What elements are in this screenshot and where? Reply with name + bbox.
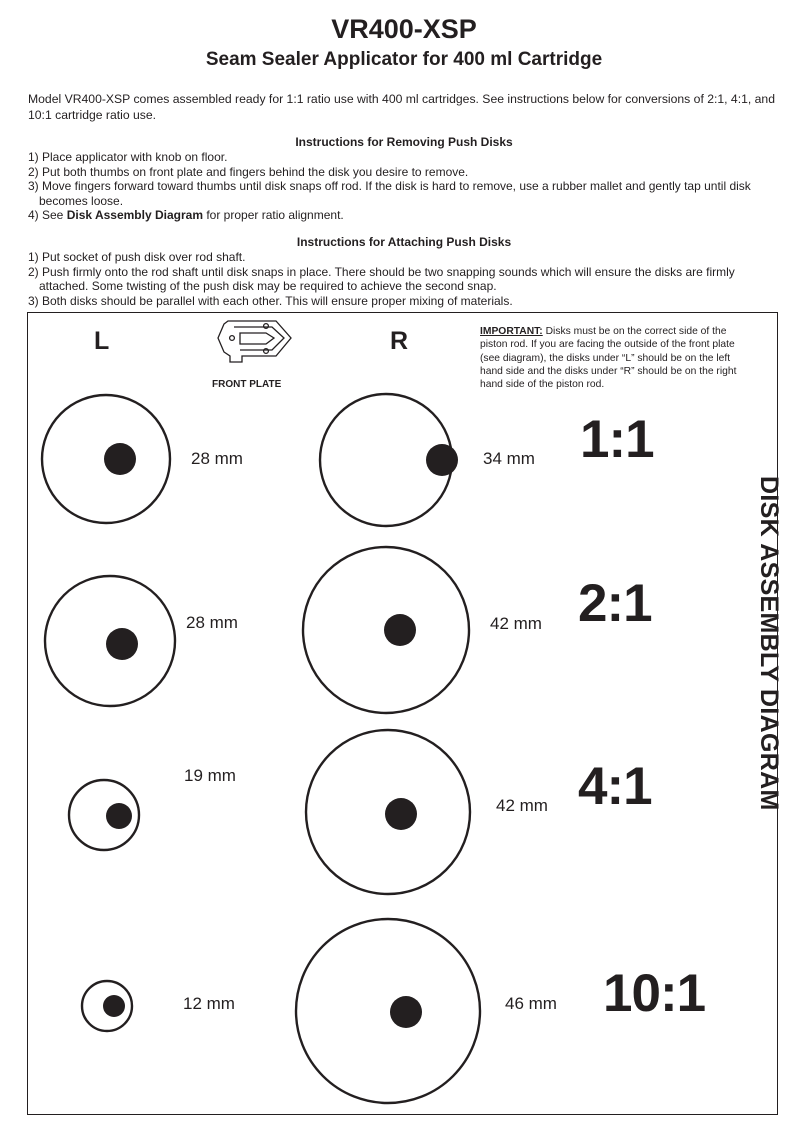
right-column-label: R (390, 327, 409, 355)
important-text: Disks must be on the correct side of the piston rod. If you are facing the outside of the front plate (see diagram), the disks under “L” should be on the left hand side and the disks under “R” should be on the right hand side of the piston rod. (480, 326, 737, 391)
attaching-step: 2) Push firmly onto the rod shaft until disk snaps in place. There should be two snapping sounds which will ensure the disks are firmly attached. Some twisting of the push disk may be required to achieve the second snap. (28, 264, 735, 293)
disk-assembly-diagram-title: DISK ASSEMBLY DIAGRAM (755, 476, 783, 811)
right-disk-socket-4-1 (385, 798, 417, 830)
right-disk-10-1 (296, 919, 480, 1103)
right-size-1-1: 34 mm (483, 449, 535, 468)
left-size-4-1: 19 mm (184, 766, 236, 785)
removing-step: 2) Put both thumbs on front plate and fingers behind the disk you desire to remove. (28, 164, 469, 179)
right-size-2-1: 42 mm (490, 614, 542, 633)
ratio-label-10-1: 10:1 (603, 964, 706, 1023)
right-disk-socket-1-1 (426, 444, 458, 476)
left-disk-socket-1-1 (104, 443, 136, 475)
attaching-step: 1) Put socket of push disk over rod shaft. (28, 250, 246, 264)
front-plate-label: FRONT PLATE (212, 379, 282, 390)
ratio-label-4-1: 4:1 (578, 757, 652, 816)
right-disk-socket-10-1 (390, 996, 422, 1028)
removing-heading: Instructions for Removing Push Disks (295, 135, 513, 149)
right-disk-socket-2-1 (384, 614, 416, 646)
step4-suffix: for proper ratio alignment. (203, 208, 344, 222)
left-size-1-1: 28 mm (191, 449, 243, 468)
left-disk-socket-2-1 (106, 628, 138, 660)
attaching-heading: Instructions for Attaching Push Disks (296, 235, 512, 249)
left-disk-socket-4-1 (106, 803, 132, 829)
step4-bold: Disk Assembly Diagram (66, 208, 203, 222)
left-disk-socket-10-1 (103, 995, 125, 1017)
ratio-label-1-1: 1:1 (580, 410, 654, 469)
document-subtitle: Seam Sealer Applicator for 400 ml Cartridge (205, 49, 603, 70)
right-size-4-1: 42 mm (496, 796, 548, 815)
important-note (480, 325, 742, 391)
important-lead: IMPORTANT: (480, 326, 543, 337)
step4-prefix: 4) See (28, 208, 67, 222)
front-plate-icon (218, 321, 291, 362)
left-column-label: L (94, 327, 110, 355)
removing-step: 3) Move fingers forward toward thumbs until disk snaps off rod. If the disk is hard to remove, use a rubber mallet and gently tap until disk becomes loose. (28, 179, 751, 208)
document-title: VR400-XSP (331, 14, 477, 44)
intro-paragraph: Model VR400-XSP comes assembled ready for 1:1 ratio use with 400 ml cartridges. See instructions below for conversions of 2:1, 4:1, and 10:1 cartridge ratio use. (28, 92, 775, 122)
right-size-10-1: 46 mm (505, 994, 557, 1013)
attaching-step: 3) Both disks should be parallel with each other. This will ensure proper mixing of materials. (28, 293, 513, 308)
ratio-label-2-1: 2:1 (578, 574, 652, 633)
removing-step: 1) Place applicator with knob on floor. (28, 150, 228, 164)
left-size-2-1: 28 mm (186, 613, 238, 632)
left-size-10-1: 12 mm (183, 994, 235, 1013)
